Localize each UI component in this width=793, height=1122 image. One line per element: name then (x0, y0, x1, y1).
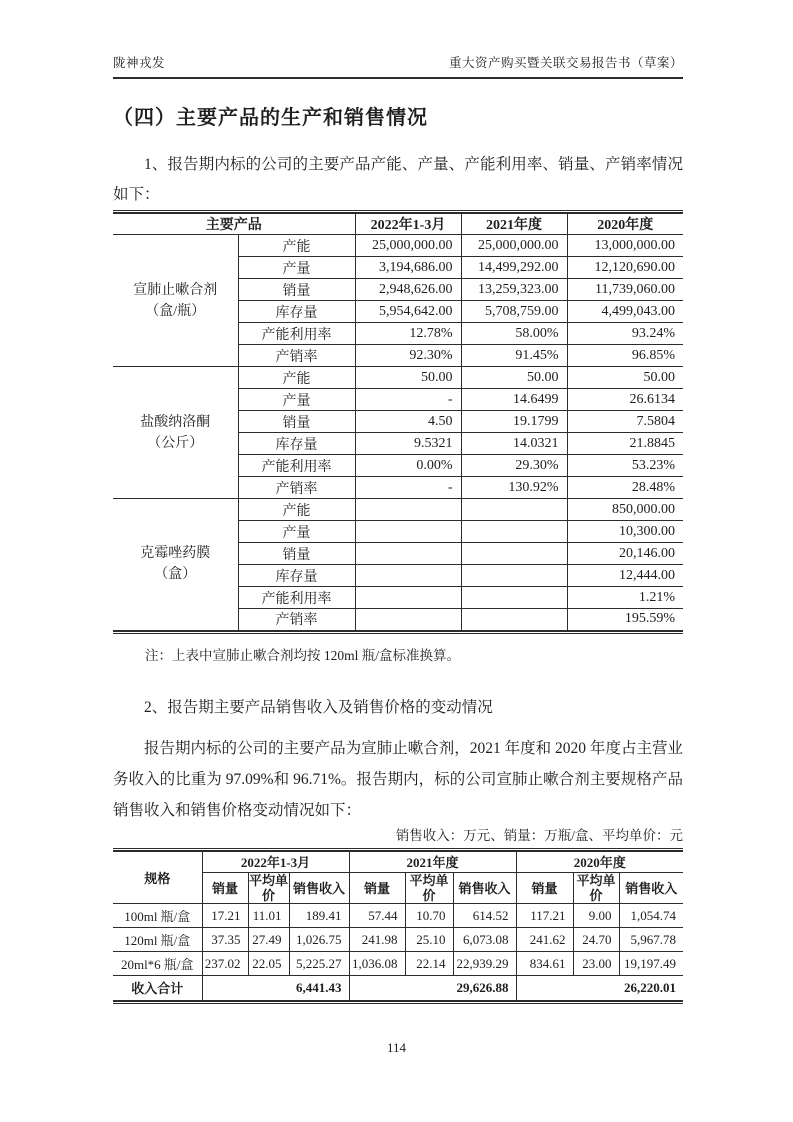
value-2021 (461, 499, 567, 521)
total-2021: 29,626.88 (349, 976, 516, 1001)
metric-label: 产能利用率 (238, 323, 355, 345)
metric-label: 库存量 (238, 565, 355, 587)
value-2020: 21.8845 (567, 433, 683, 455)
value-2021: 25,000,000.00 (461, 235, 567, 257)
metric-label: 产能利用率 (238, 587, 355, 609)
value-2020: 13,000,000.00 (567, 235, 683, 257)
value-2021 (461, 565, 567, 587)
section-title: （四）主要产品的生产和销售情况 (113, 107, 428, 129)
sales-table (113, 850, 683, 1002)
value-2021: 14.6499 (461, 389, 567, 411)
value-2020: 195.59% (567, 609, 683, 631)
metric-label: 产销率 (238, 477, 355, 499)
total-2020: 26,220.01 (516, 976, 683, 1001)
metric-label: 销量 (238, 543, 355, 565)
subheader-revenue: 销售收入 (453, 873, 516, 904)
header-period-2020: 2020年度 (516, 851, 683, 873)
value-2021: 130.92% (461, 477, 567, 499)
header-period-2020: 2020年度 (567, 213, 683, 235)
metric-label: 库存量 (238, 301, 355, 323)
metric-label: 产能 (238, 235, 355, 257)
value-2020: 26.6134 (567, 389, 683, 411)
header-rule (113, 53, 683, 79)
table-total-row (113, 976, 683, 1001)
paragraph-2-body: 报告期内标的公司的主要产品为宣肺止嗽合剂，2021 年度和 2020 年度占主营业务收入的比重为 97.09%和 96.71%。报告期内，标的公司宣肺止嗽合剂主要规格产品销售收入和销售价格变动情况如下： (113, 739, 683, 819)
value-2020: 50.00 (567, 367, 683, 389)
table-header-row (113, 851, 683, 873)
value-2020: 96.85% (567, 345, 683, 367)
page-number: 114 (386, 1040, 407, 1055)
total-2022: 6,441.43 (202, 976, 349, 1001)
units-note: 销售收入：万元、销量：万瓶/盒、平均单价：元 (395, 827, 683, 843)
paragraph-2-heading: 2、报告期主要产品销售收入及销售价格的变动情况 (144, 698, 493, 716)
value-2022: 2,948,626.00 (355, 279, 461, 301)
value-2021: 50.00 (461, 367, 567, 389)
value-cell: 23.00 (573, 952, 619, 976)
value-2021 (461, 543, 567, 565)
value-2020: 7.5804 (567, 411, 683, 433)
product-name: 克霉唑药膜 (140, 546, 211, 562)
metric-label: 产量 (238, 257, 355, 279)
total-label: 收入合计 (113, 976, 202, 1001)
value-cell: 19,197.49 (619, 952, 683, 976)
value-2021 (461, 609, 567, 631)
value-2021: 19.1799 (461, 411, 567, 433)
product-cell (113, 367, 238, 499)
value-2021: 14,499,292.00 (461, 257, 567, 279)
value-2021: 58.00% (461, 323, 567, 345)
metric-label: 产量 (238, 389, 355, 411)
table-row (113, 928, 683, 952)
value-2022 (355, 565, 461, 587)
value-cell: 25.10 (405, 928, 453, 952)
metric-label: 产能 (238, 367, 355, 389)
table-row (113, 499, 683, 521)
value-2020: 11,739,060.00 (567, 279, 683, 301)
metric-label: 库存量 (238, 433, 355, 455)
value-2021: 13,259,323.00 (461, 279, 567, 301)
subheader-volume: 销量 (516, 873, 573, 904)
header-period-2022: 2022年1-3月 (355, 213, 461, 235)
value-2022: 0.00% (355, 455, 461, 477)
value-cell: 24.70 (573, 928, 619, 952)
metric-label: 销量 (238, 411, 355, 433)
value-2022 (355, 587, 461, 609)
value-cell: 22.14 (405, 952, 453, 976)
subheader-avg-price: 平均单价 (248, 873, 288, 903)
value-cell: 189.41 (289, 904, 349, 928)
value-cell: 22.05 (248, 952, 289, 976)
value-2022: 3,194,686.00 (355, 257, 461, 279)
table-row (113, 952, 683, 976)
value-cell: 1,026.75 (289, 928, 349, 952)
header-period-2021: 2021年度 (349, 851, 516, 873)
value-cell: 37.35 (202, 928, 248, 952)
metric-label: 产能利用率 (238, 455, 355, 477)
value-cell: 1,036.08 (349, 952, 405, 976)
subheader-volume: 销量 (202, 873, 248, 904)
value-2022 (355, 499, 461, 521)
value-2020: 1.21% (567, 587, 683, 609)
value-cell: 27.49 (248, 928, 289, 952)
value-2020: 12,444.00 (567, 565, 683, 587)
table-header-row (113, 213, 683, 235)
table-row (113, 904, 683, 928)
header-period-2022: 2022年1-3月 (202, 851, 349, 873)
value-2022 (355, 543, 461, 565)
subheader-volume: 销量 (349, 873, 405, 904)
value-cell: 11.01 (248, 904, 289, 928)
value-2021: 5,708,759.00 (461, 301, 567, 323)
value-cell: 57.44 (349, 904, 405, 928)
metric-label: 销量 (238, 279, 355, 301)
value-2022: 92.30% (355, 345, 461, 367)
product-cell (113, 499, 238, 631)
value-2022: 50.00 (355, 367, 461, 389)
spec-label: 100ml 瓶/盒 (113, 904, 202, 928)
table-row (113, 367, 683, 389)
subheader-avg-price: 平均单价 (573, 873, 619, 904)
product-name: 盐酸纳洛酮 (140, 414, 211, 430)
value-2022: 25,000,000.00 (355, 235, 461, 257)
spec-label: 20ml*6 瓶/盒 (113, 952, 202, 976)
value-2021: 29.30% (461, 455, 567, 477)
value-cell: 237.02 (202, 952, 248, 976)
subheader-avg-price: 平均单价 (405, 873, 453, 904)
header-right-text: 重大资产购买暨关联交易报告书（草案） (448, 56, 683, 70)
metric-label: 产能 (238, 499, 355, 521)
value-2020: 53.23% (567, 455, 683, 477)
value-cell: 6,073.08 (453, 928, 516, 952)
value-cell: 241.62 (516, 928, 573, 952)
value-2022: 5,954,642.00 (355, 301, 461, 323)
value-cell: 614.52 (453, 904, 516, 928)
value-2020: 20,146.00 (567, 543, 683, 565)
product-unit: （盒/瓶） (145, 303, 206, 319)
table-footnote: 注：上表中宣肺止嗽合剂均按 120ml 瓶/盒标准换算。 (145, 647, 461, 663)
value-2021: 91.45% (461, 345, 567, 367)
product-name: 宣肺止嗽合剂 (133, 282, 218, 298)
value-2021 (461, 587, 567, 609)
value-2020: 28.48% (567, 477, 683, 499)
value-2020: 4,499,043.00 (567, 301, 683, 323)
value-2022: 4.50 (355, 411, 461, 433)
spec-label: 120ml 瓶/盒 (113, 928, 202, 952)
subheader-revenue: 销售收入 (289, 873, 349, 904)
product-cell (113, 235, 238, 367)
value-cell: 117.21 (516, 904, 573, 928)
metric-label: 产量 (238, 521, 355, 543)
product-unit: （盒） (154, 567, 197, 583)
value-2022 (355, 521, 461, 543)
value-2020: 93.24% (567, 323, 683, 345)
table-row (113, 235, 683, 257)
value-cell: 17.21 (202, 904, 248, 928)
value-2022: 9.5321 (355, 433, 461, 455)
metric-label: 产销率 (238, 345, 355, 367)
header-period-2021: 2021年度 (461, 213, 567, 235)
product-unit: （公斤） (147, 435, 204, 451)
header-left-text: 陇神戎发 (113, 56, 166, 70)
value-2022: 12.78% (355, 323, 461, 345)
running-header (113, 0, 683, 79)
production-table-wrap (113, 210, 683, 634)
value-cell: 10.70 (405, 904, 453, 928)
production-table (113, 212, 683, 632)
value-cell: 1,054.74 (619, 904, 683, 928)
value-2022: - (355, 389, 461, 411)
subheader-revenue: 销售收入 (619, 873, 683, 904)
value-2021: 14.0321 (461, 433, 567, 455)
value-cell: 5,967.78 (619, 928, 683, 952)
value-cell: 834.61 (516, 952, 573, 976)
header-spec: 规格 (113, 851, 202, 904)
value-cell: 9.00 (573, 904, 619, 928)
sales-table-wrap (113, 848, 683, 1004)
paragraph-1: 1、报告期内标的公司的主要产品产能、产量、产能利用率、销量、产销率情况如下： (113, 156, 683, 203)
value-cell: 241.98 (349, 928, 405, 952)
value-2022: - (355, 477, 461, 499)
header-main-product: 主要产品 (113, 213, 355, 235)
value-2020: 10,300.00 (567, 521, 683, 543)
value-2020: 12,120,690.00 (567, 257, 683, 279)
value-2022 (355, 609, 461, 631)
metric-label: 产销率 (238, 609, 355, 631)
value-cell: 22,939.29 (453, 952, 516, 976)
value-2021 (461, 521, 567, 543)
value-cell: 5,225.27 (289, 952, 349, 976)
value-2020: 850,000.00 (567, 499, 683, 521)
